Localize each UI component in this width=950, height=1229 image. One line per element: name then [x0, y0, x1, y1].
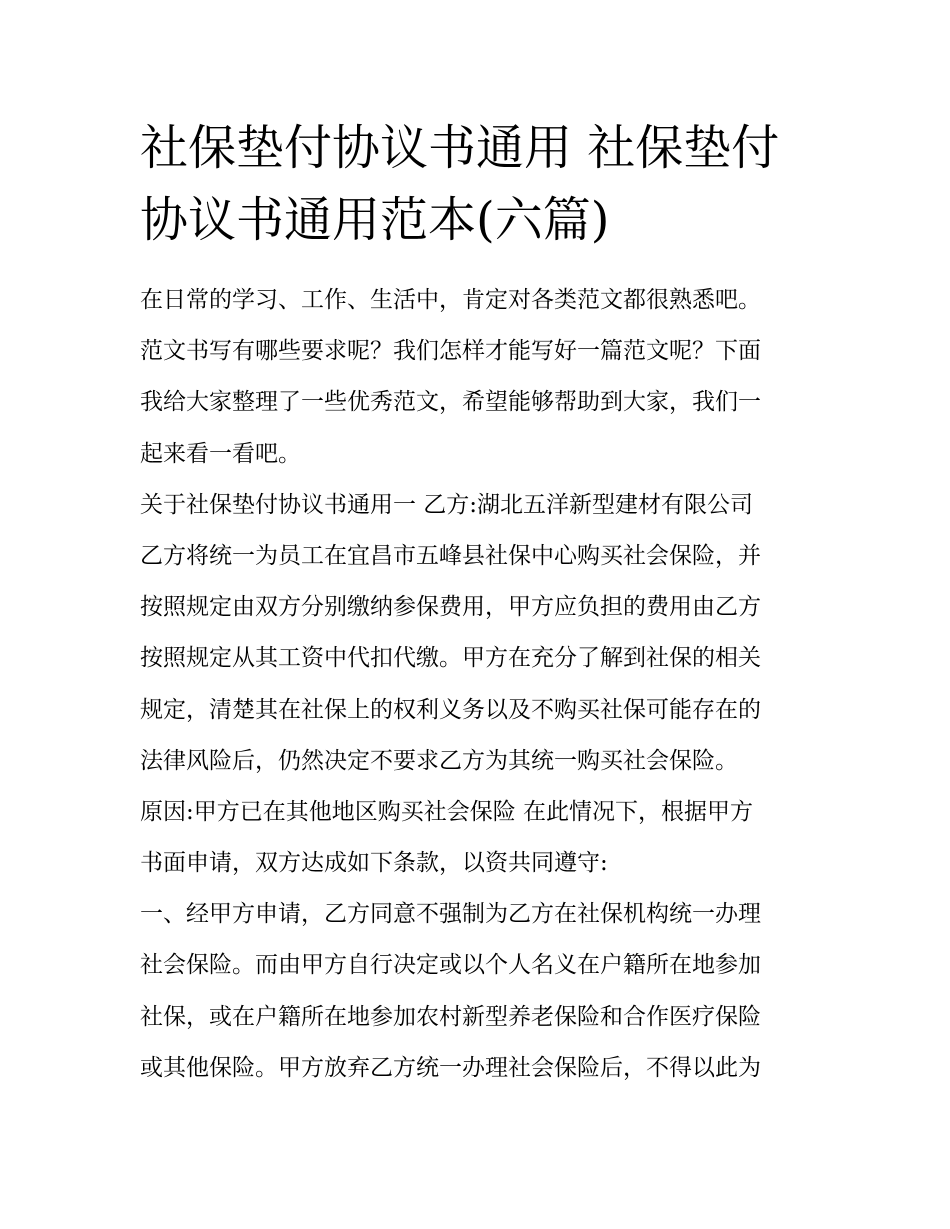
body-line: 范文书写有哪些要求呢？我们怎样才能写好一篇范文呢？下面	[140, 338, 761, 365]
body-line: 一、经甲方申请，乙方同意不强制为乙方在社保机构统一办理	[140, 901, 761, 928]
document-body	[140, 275, 820, 1094]
body-line: 社会保险。而由甲方自行决定或以个人名义在户籍所在地参加	[140, 952, 761, 979]
body-line: 在日常的学习、工作、生活中，肯定对各类范文都很熟悉吧。	[140, 287, 761, 313]
body-line: 规定，清楚其在社保上的权利义务以及不购买社保可能存在的	[140, 696, 761, 723]
body-line: 关于社保垫付协议书通用一 乙方:湖北五洋新型建材有限公司	[140, 491, 754, 518]
body-line: 乙方将统一为员工在宜昌市五峰县社保中心购买社会保险，并	[140, 542, 761, 569]
body-line: 按照规定由双方分别缴纳参保费用，甲方应负担的费用由乙方	[140, 594, 761, 621]
body-line: 或其他保险。甲方放弃乙方统一办理社会保险后，不得以此为	[140, 1054, 761, 1081]
body-line: 原因:甲方已在其他地区购买社会保险 在此情况下，根据甲方	[140, 798, 754, 825]
body-line: 书面申请，双方达成如下条款，以资共同遵守:	[140, 850, 608, 877]
body-line: 社保，或在户籍所在地参加农村新型养老保险和合作医疗保险	[140, 1003, 761, 1030]
document-title	[140, 112, 820, 256]
body-line: 我给大家整理了一些优秀范文，希望能够帮助到大家，我们一	[140, 389, 761, 416]
body-line: 法律风险后，仍然决定不要求乙方为其统一购买社会保险。	[140, 747, 738, 774]
body-line: 起来看一看吧。	[140, 440, 301, 467]
body-line: 按照规定从其工资中代扣代缴。甲方在充分了解到社保的相关	[140, 645, 761, 672]
title-line: 社保垫付协议书通用 社保垫付	[140, 120, 780, 176]
title-line: 协议书通用范本(六篇)	[140, 192, 610, 248]
